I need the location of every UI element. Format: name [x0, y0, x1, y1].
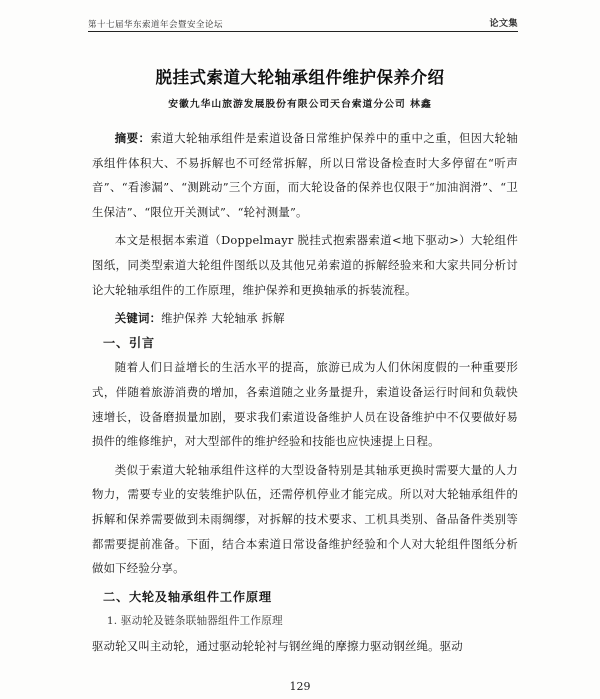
page-number: 129 [289, 680, 311, 693]
section-1-heading: 一、引言 [102, 335, 155, 350]
conference-name: 第十七届华东索道年会暨安全论坛 [88, 20, 224, 30]
section-1-paragraph-1: 随着人们日益增长的生活水平的提高，旅游已成为人们休闲度假的一种重要形式，伴随着旅游消费的增加，各索道随之业务量提升，索道设备运行时间和负载快速增长，设备磨损量加剧，要求我们索道设备维护人员在设备维护中不仅要做好易损件的维修维护，对大型部件的维护经验和技能也应快速提上日程。 [92, 360, 518, 449]
section-label: 论文集 [489, 19, 518, 29]
section-2-subheading: 1. 驱动轮及链条联轴器组件工作原理 [106, 615, 283, 628]
paper-title: 脱挂式索道大轮轴承组件维护保养介绍 [155, 68, 445, 87]
keywords-label: 关键词： [114, 311, 162, 326]
abstract [92, 126, 518, 224]
keywords [92, 306, 518, 331]
abstract-text: 索道大轮轴承组件是索道设备日常维护保养中的重中之重，但因大轮轴承组件体积大、不易拆解也不可经常拆解，所以日常设备检查时大多停留在“听声音”、“看渗漏”、“测跳动”三个方面，而大轮设备的保养也仅限于“加油润滑”、“卫生保洁”、“限位开关测试”、“轮衬测量”。 [92, 131, 518, 219]
section-1-paragraph-2: 类似于索道大轮轴承组件这样的大型设备特别是其轴承更换时需要大量的人力物力，需要专业的安装维护队伍，还需停机停业才能完成。所以对大轮轴承组件的拆解和保养需要做到未雨绸缪，对拆解的技术要求、工机具类别、备品备件类别等都需要提前准备。下面，结合本索道日常设备维护经验和个人对大轮组件图纸分析做如下经验分享。 [92, 462, 518, 576]
keywords-text: 维护保养 大轮轴承 拆解 [161, 311, 285, 326]
section-2-paragraph: 驱动轮又叫主动轮，通过驱动轮轮衬与钢丝绳的摩擦力驱动钢丝绳。驱动 [92, 638, 463, 653]
section-2-heading: 二、大轮及轴承组件工作原理 [102, 589, 272, 604]
author-affiliation: 安徽九华山旅游发展股份有限公司天台索道分公司 林鑫 [168, 99, 432, 110]
header-divider [88, 31, 518, 32]
paper-body [92, 126, 518, 658]
abstract-label: 摘要： [114, 131, 151, 145]
running-header [88, 14, 518, 30]
intro-paragraph: 本文是根据本索道（Doppelmayr 脱挂式抱索器索道<地下驱动>）大轮组件图纸，同类型索道大轮组件图纸以及其他兄弟索道的拆解经验来和大家共同分析讨论大轮轴承组件的工作原理，维护保养和更换轴承的拆装流程。 [92, 233, 518, 297]
